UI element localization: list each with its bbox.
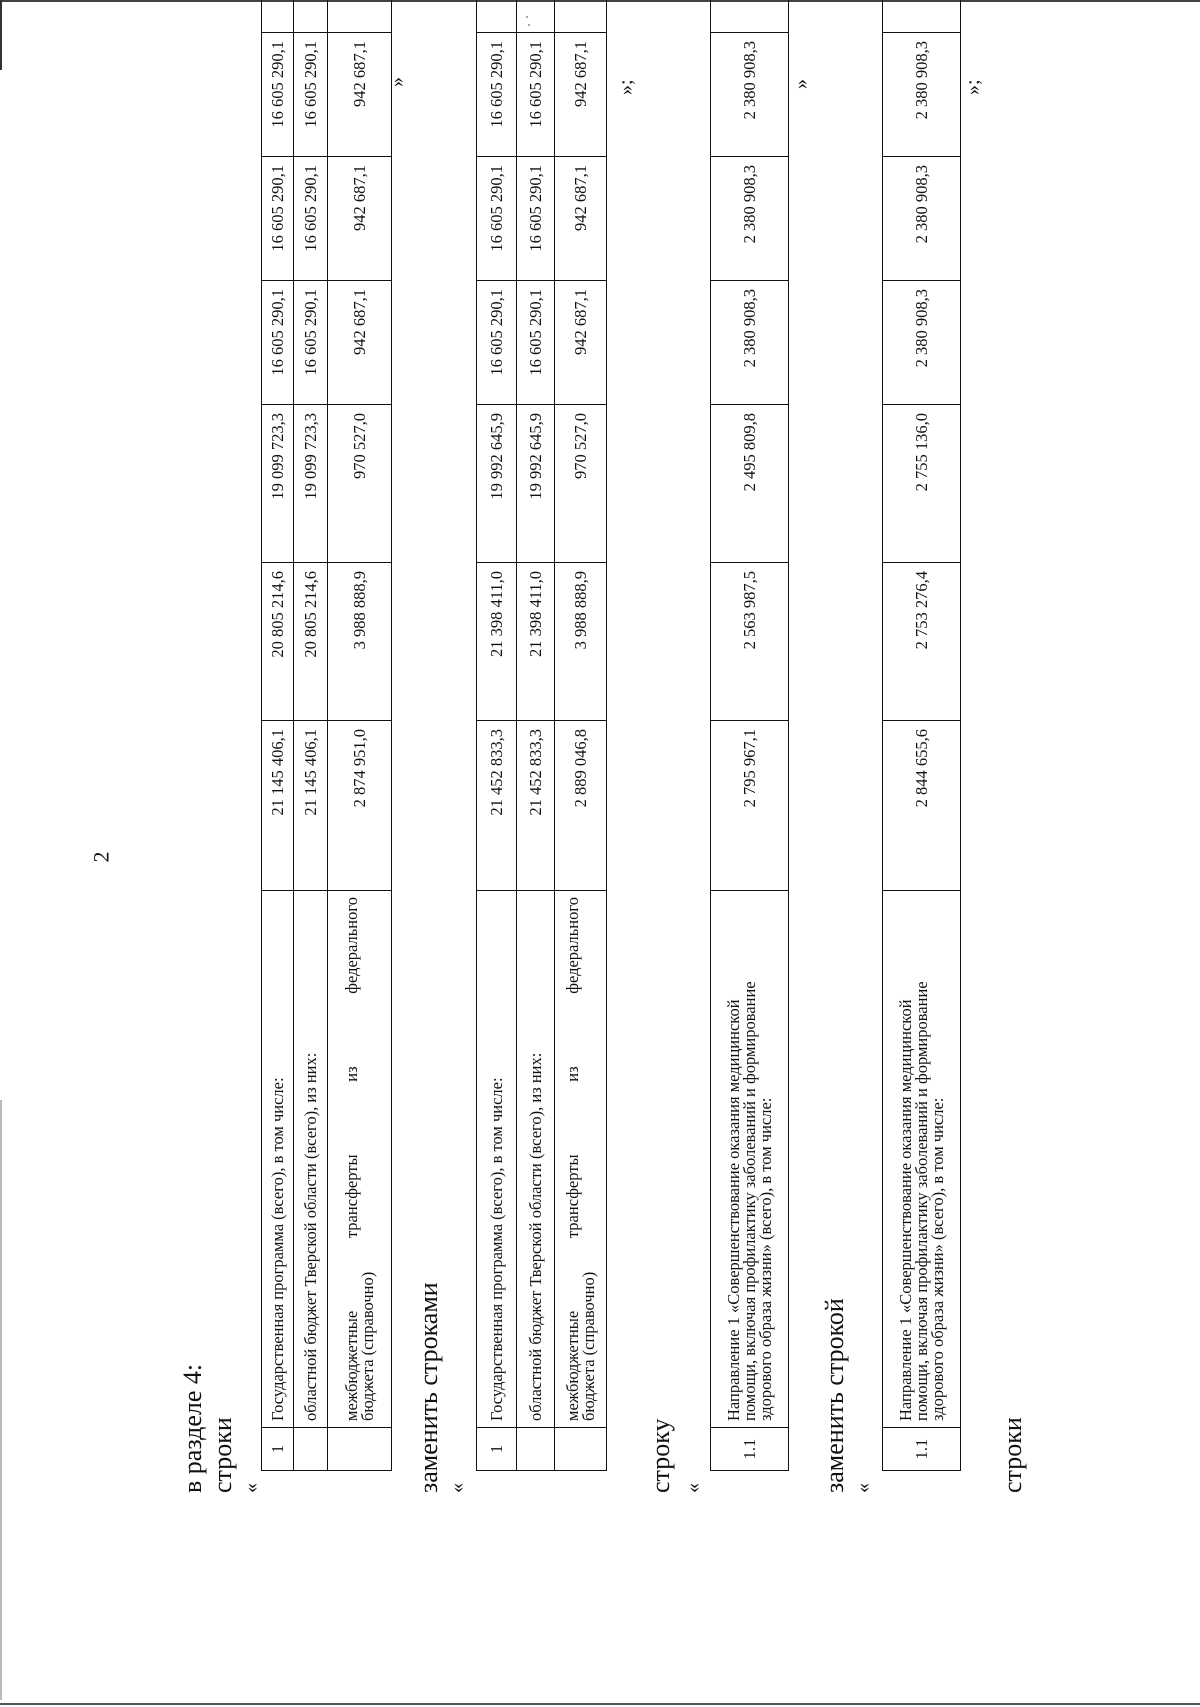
value-cell: 2 495 809,8 <box>711 405 789 563</box>
close-quote: » <box>386 77 408 87</box>
row-label: Государственная программа (всего), в том числе: <box>477 891 517 1428</box>
label-line: здорового образа жизни» (всего), в том числе: <box>927 1097 947 1421</box>
table-row <box>517 0 555 1471</box>
value-cell: 3 988 888,9 <box>555 563 607 721</box>
label-word: федерального <box>562 897 582 994</box>
label-line: помощи, включая профилактику заболеваний и формирование <box>911 981 931 1421</box>
total-cell <box>883 0 961 33</box>
row-label: областной бюджет Тверской области (всего), из них: <box>517 891 555 1428</box>
total-cell <box>262 0 294 33</box>
total-cell <box>555 0 607 33</box>
total-cell <box>328 0 392 33</box>
value-cell: 21 398 411,0 <box>517 563 555 721</box>
block4-intro: заменить строкой <box>820 1298 849 1493</box>
label-line: помощи, включая профилактику заболеваний и формирование <box>739 981 759 1421</box>
section-heading: в разделе 4: <box>178 1363 207 1493</box>
value-cell: 2 844 655,6 <box>883 721 961 891</box>
label-word: из <box>562 1066 582 1082</box>
row-number <box>294 1428 328 1471</box>
label-line-2: бюджета (справочно) <box>578 1271 598 1421</box>
value-cell: 19 992 645,9 <box>517 405 555 563</box>
value-cell: 16 605 290,1 <box>477 281 517 405</box>
value-cell: 2 795 967,1 <box>711 721 789 891</box>
total-cell <box>517 0 555 33</box>
value-cell: 20 805 214,6 <box>294 563 328 721</box>
value-cell: 21 398 411,0 <box>477 563 517 721</box>
table-row <box>711 0 789 1471</box>
value-cell: 3 988 888,9 <box>328 563 392 721</box>
close-quote: » <box>790 79 812 89</box>
table-replacement-direction-row <box>882 0 961 1471</box>
value-cell: 2 889 046,8 <box>555 721 607 891</box>
label-line: здорового образа жизни» (всего), в том числе: <box>755 1097 775 1421</box>
value-cell: 942 687,1 <box>555 33 607 157</box>
label-line-2: бюджета (справочно) <box>357 1271 377 1421</box>
value-cell: 16 605 290,1 <box>294 157 328 281</box>
value-cell: 20 805 214,6 <box>262 563 294 721</box>
value-cell: 16 605 290,1 <box>294 33 328 157</box>
row-number <box>555 1428 607 1471</box>
value-cell: 2 380 908,3 <box>711 157 789 281</box>
trailing-intro: строки <box>998 1417 1027 1493</box>
row-number <box>328 1428 392 1471</box>
total-cell <box>477 0 517 33</box>
block1-intro: строки <box>208 1417 237 1493</box>
block2-intro: заменить строками <box>414 1282 443 1493</box>
value-cell: 16 605 290,1 <box>517 157 555 281</box>
value-cell: 942 687,1 <box>328 281 392 405</box>
open-quote: « <box>852 1483 874 1493</box>
row-number: 1.1 <box>711 1428 789 1471</box>
value-cell: 2 755 136,0 <box>883 405 961 563</box>
value-cell: 16 605 290,1 <box>262 281 294 405</box>
total-cell <box>294 0 328 33</box>
table-row <box>883 0 961 1471</box>
label-word: межбюджетные <box>341 1310 361 1421</box>
value-cell: 2 380 908,3 <box>883 157 961 281</box>
row-number <box>517 1428 555 1471</box>
open-quote: « <box>682 1483 704 1493</box>
row-number: 1 <box>262 1428 294 1471</box>
value-cell: 942 687,1 <box>328 157 392 281</box>
value-cell: 21 145 406,1 <box>294 721 328 891</box>
block3-intro: строку <box>646 1418 675 1493</box>
value-cell: 2 874 951,0 <box>328 721 392 891</box>
value-cell: 16 605 290,1 <box>517 33 555 157</box>
close-quote-semicolon: »; <box>615 79 637 95</box>
page-number: 2 <box>88 851 114 863</box>
row-number: 1.1 <box>883 1428 961 1471</box>
value-cell: 16 605 290,1 <box>294 281 328 405</box>
value-cell: 970 527,0 <box>328 405 392 563</box>
value-cell: 16 605 290,1 <box>517 281 555 405</box>
label-word: трансферты <box>562 1154 582 1239</box>
open-quote: « <box>446 1483 468 1493</box>
table-replacement-rows <box>476 0 607 1471</box>
value-cell: 21 452 833,3 <box>517 721 555 891</box>
label-word: из <box>341 1066 361 1082</box>
row-label <box>328 891 392 1428</box>
value-cell: 21 145 406,1 <box>262 721 294 891</box>
label-word: трансферты <box>341 1154 361 1239</box>
value-cell: 21 452 833,3 <box>477 721 517 891</box>
value-cell: 19 099 723,3 <box>294 405 328 563</box>
row-number: 1 <box>477 1428 517 1471</box>
value-cell: 2 380 908,3 <box>711 281 789 405</box>
value-cell: 19 992 645,9 <box>477 405 517 563</box>
row-label <box>883 891 961 1428</box>
value-cell: 942 687,1 <box>555 157 607 281</box>
table-row <box>262 0 294 1471</box>
value-cell: 2 563 987,5 <box>711 563 789 721</box>
value-cell: 16 605 290,1 <box>262 33 294 157</box>
row-label: Государственная программа (всего), в том числе: <box>262 891 294 1428</box>
table-row <box>328 0 392 1471</box>
table-current-rows <box>261 0 392 1471</box>
row-label: областной бюджет Тверской области (всего), из них: <box>294 891 328 1428</box>
label-line: Направление 1 «Совершенствование оказания медицинской <box>895 999 915 1421</box>
value-cell: 2 380 908,3 <box>711 33 789 157</box>
value-cell: 970 527,0 <box>555 405 607 563</box>
row-label <box>711 891 789 1428</box>
value-cell: 2 380 908,3 <box>883 33 961 157</box>
row-label <box>555 891 607 1428</box>
close-quote-semicolon: »; <box>962 79 984 95</box>
label-word: межбюджетные <box>562 1310 582 1421</box>
value-cell: 19 099 723,3 <box>262 405 294 563</box>
value-cell: 942 687,1 <box>328 33 392 157</box>
table-row <box>555 0 607 1471</box>
value-cell: 2 380 908,3 <box>883 281 961 405</box>
open-quote: « <box>240 1483 262 1493</box>
label-line: Направление 1 «Совершенствование оказания медицинской <box>723 999 743 1421</box>
table-current-direction-row <box>710 0 789 1471</box>
table-row <box>477 0 517 1471</box>
value-cell: 16 605 290,1 <box>262 157 294 281</box>
value-cell: 942 687,1 <box>555 281 607 405</box>
total-cell <box>711 0 789 33</box>
value-cell: 16 605 290,1 <box>477 33 517 157</box>
table-row <box>294 0 328 1471</box>
value-cell: 2 753 276,4 <box>883 563 961 721</box>
label-word: федерального <box>341 897 361 994</box>
value-cell: 16 605 290,1 <box>477 157 517 281</box>
